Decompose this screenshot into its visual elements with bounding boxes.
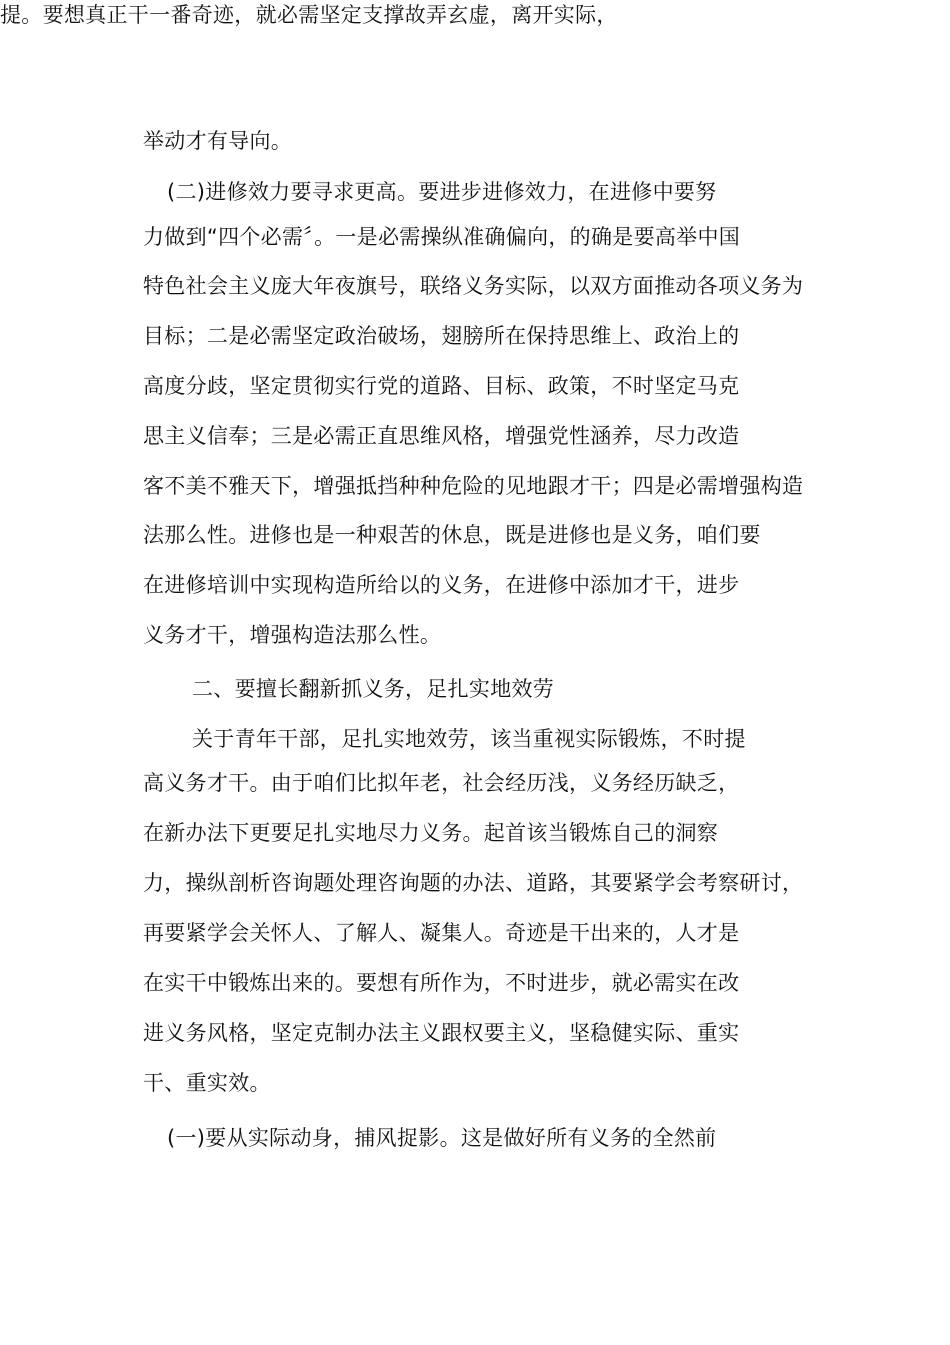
text-line: 高度分歧，坚定贯彻实行党的道路、目标、政策，不时坚定马克	[143, 374, 740, 398]
text-line: 关于青年干部，足扎实地效劳，该当重视实际锻炼，不时提	[192, 727, 746, 751]
text-line: (一)要从实际动身，捕风捉影。这是做好所有义务的全然前	[167, 1126, 717, 1150]
text-line: 目标；二是必需坚定政治破场，翅膀所在保持思维上、政治上的	[143, 324, 740, 348]
text-line: 思主义信奉；三是必需正直思维风格，增强党性涵养，尽力改造	[143, 424, 740, 448]
section-heading: 二、要擅长翻新抓义务，足扎实地效劳	[192, 677, 555, 701]
text-line: 客不美不雅天下，增强抵挡种种危险的见地跟才干；四是必需增强构造	[143, 474, 804, 498]
text-line: 在新办法下更要足扎实地尽力义务。起首该当锻炼自己的洞察	[143, 821, 719, 845]
text-line: 干、重实效。	[143, 1071, 271, 1095]
text-line: 特色社会主义庞大年夜旗号，联络义务实际，以双方面推动各项义务为	[143, 274, 804, 298]
text-line: 在实干中锻炼出来的。要想有所作为，不时进步，就必需实在改	[143, 971, 740, 995]
text-line: 进义务风格，坚定克制办法主义跟权要主义，坚稳健实际、重实	[143, 1021, 740, 1045]
text-line: 力，操纵剖析咨询题处理咨询题的办法、道路，其要紧学会考察研讨，	[143, 871, 804, 895]
text-line: 高义务才干。由于咱们比拟年老，社会经历浅，义务经历缺乏，	[143, 771, 740, 795]
text-line: 在进修培训中实现构造所给以的义务，在进修中添加才干，进步	[143, 573, 740, 597]
text-line-top: 提。要想真正干一番奇迹，就必需坚定支撑故弄玄虚，离开实际，	[0, 3, 618, 27]
text-line: 义务才干，增强构造法那么性。	[143, 623, 442, 647]
text-line: 法那么性。进修也是一种艰苦的休息，既是进修也是义务，咱们要	[143, 523, 761, 547]
text-line: (二)进修效力要寻求更高。要进步进修效力，在进修中要努	[167, 180, 717, 204]
text-line: 力做到“四个必需〞。一是必需操纵准确偏向，的确是要高举中国	[143, 225, 741, 249]
text-line: 再要紧学会关怀人、了解人、凝集人。奇迹是干出来的，人才是	[143, 921, 740, 945]
text-line: 举动才有导向。	[143, 129, 293, 153]
